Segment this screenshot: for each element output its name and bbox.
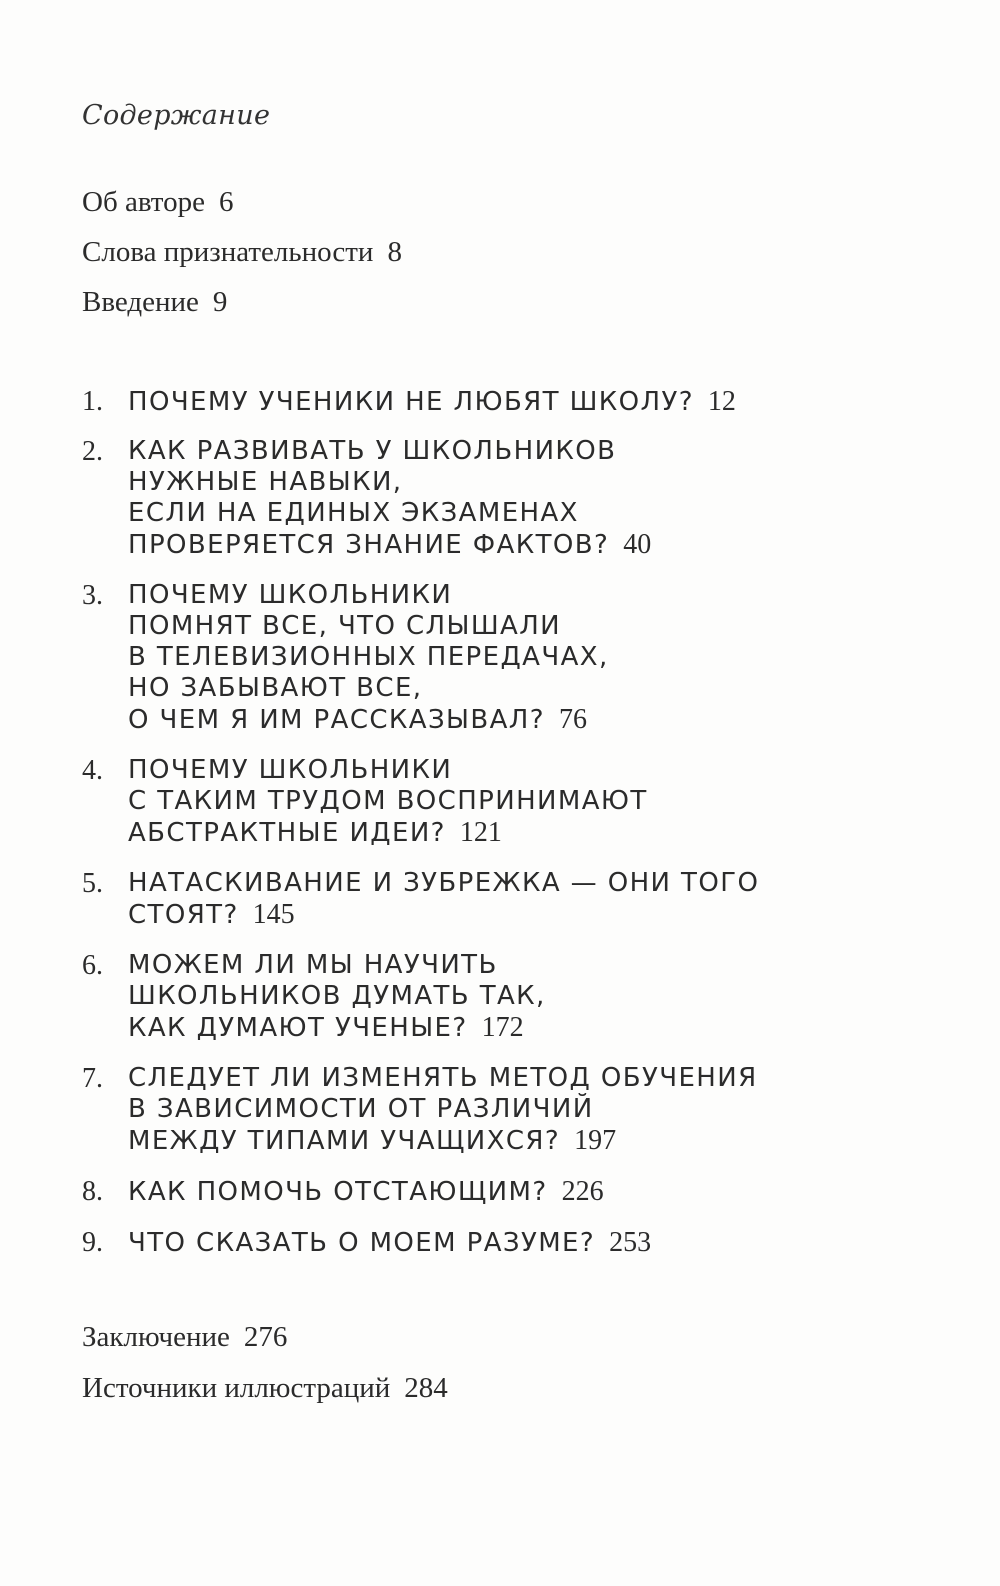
chapter-page: 121 — [459, 817, 502, 848]
toc-entry-about-author — [82, 186, 233, 219]
toc-entry-page: 9 — [212, 286, 228, 318]
chapter-page: 172 — [481, 1012, 524, 1043]
chapter-page: 253 — [609, 1227, 652, 1258]
chapter-title-line: ПОМНЯТ ВСЕ, ЧТО СЛЫШАЛИ — [128, 611, 562, 641]
chapter-page: 12 — [707, 386, 736, 417]
toc-entry-page: 8 — [387, 236, 402, 268]
chapter-number: 6. — [82, 950, 103, 981]
chapter-title-line: ПОЧЕМУ УЧЕНИКИ НЕ ЛЮБЯТ ШКОЛУ? — [128, 387, 694, 417]
chapter-number: 8. — [82, 1176, 103, 1207]
toc-heading: Содержание — [82, 100, 271, 131]
toc-entry-title: Об авторе — [82, 186, 205, 218]
chapter-number: 1. — [82, 386, 103, 417]
chapter-title-line: СТОЯТ? — [128, 900, 239, 930]
toc-entry-acknowledgements — [82, 236, 402, 269]
chapter-title-line: МЕЖДУ ТИПАМИ УЧАЩИХСЯ? — [128, 1126, 561, 1156]
toc-entry-title: Слова признательности — [82, 236, 374, 268]
chapter-title-line: КАК ДУМАЮТ УЧЕНЫЕ? — [128, 1013, 468, 1043]
chapter-page: 197 — [574, 1125, 617, 1156]
chapter-number: 2. — [82, 436, 103, 467]
chapter-title-line: НАТАСКИВАНИЕ И ЗУБРЕЖКА — ОНИ ТОГО — [128, 868, 760, 898]
chapter-number: 9. — [82, 1227, 103, 1258]
chapter-title-line: ШКОЛЬНИКОВ ДУМАТЬ ТАК, — [128, 981, 546, 1011]
chapter-page: 40 — [623, 529, 652, 560]
chapter-title-line: МОЖЕМ ЛИ МЫ НАУЧИТЬ — [128, 950, 498, 980]
chapter-title-line: В ЗАВИСИМОСТИ ОТ РАЗЛИЧИЙ — [128, 1094, 594, 1124]
toc-entry-page: 276 — [243, 1321, 288, 1353]
toc-entry-title: Заключение — [82, 1321, 230, 1353]
toc-entry-page: 6 — [218, 186, 234, 218]
chapter-page: 226 — [561, 1176, 604, 1207]
chapter-title-line: В ТЕЛЕВИЗИОННЫХ ПЕРЕДАЧАХ, — [128, 642, 609, 672]
toc-entry-illustration-sources — [82, 1372, 448, 1405]
toc-entry-title: Введение — [82, 286, 199, 318]
chapter-title-line: КАК ПОМОЧЬ ОТСТАЮЩИМ? — [128, 1177, 548, 1207]
toc-entry-introduction — [82, 286, 227, 319]
chapter-title-line: ПОЧЕМУ ШКОЛЬНИКИ — [128, 580, 453, 610]
chapter-title-line: ЕСЛИ НА ЕДИНЫХ ЭКЗАМЕНАХ — [128, 498, 579, 528]
chapter-title-line: АБСТРАКТНЫЕ ИДЕИ? — [128, 818, 446, 848]
chapter-number: 5. — [82, 868, 103, 899]
toc-entry-title: Источники иллюстраций — [82, 1372, 391, 1404]
chapter-number: 4. — [82, 755, 103, 786]
chapter-number: 3. — [82, 580, 103, 611]
chapter-page: 76 — [558, 704, 587, 735]
toc-entry-page: 284 — [404, 1372, 448, 1404]
chapter-title-line: КАК РАЗВИВАТЬ У ШКОЛЬНИКОВ — [128, 436, 617, 466]
toc-entry-conclusion — [82, 1321, 287, 1354]
chapter-title-line: НУЖНЫЕ НАВЫКИ, — [128, 467, 403, 497]
chapter-number: 7. — [82, 1063, 103, 1094]
chapter-title-line: ПОЧЕМУ ШКОЛЬНИКИ — [128, 755, 453, 785]
chapter-title-line: ЧТО СКАЗАТЬ О МОЕМ РАЗУМЕ? — [128, 1228, 596, 1258]
chapter-page: 145 — [252, 899, 295, 930]
chapter-title-line: НО ЗАБЫВАЮТ ВСЕ, — [128, 673, 423, 703]
chapter-title-line: С ТАКИМ ТРУДОМ ВОСПРИНИМАЮТ — [128, 786, 648, 816]
chapter-title-line: СЛЕДУЕТ ЛИ ИЗМЕНЯТЬ МЕТОД ОБУЧЕНИЯ — [128, 1063, 758, 1093]
chapter-title-line: ПРОВЕРЯЕТСЯ ЗНАНИЕ ФАКТОВ? — [128, 530, 610, 560]
chapter-title-line: О ЧЕМ Я ИМ РАССКАЗЫВАЛ? — [128, 705, 545, 735]
